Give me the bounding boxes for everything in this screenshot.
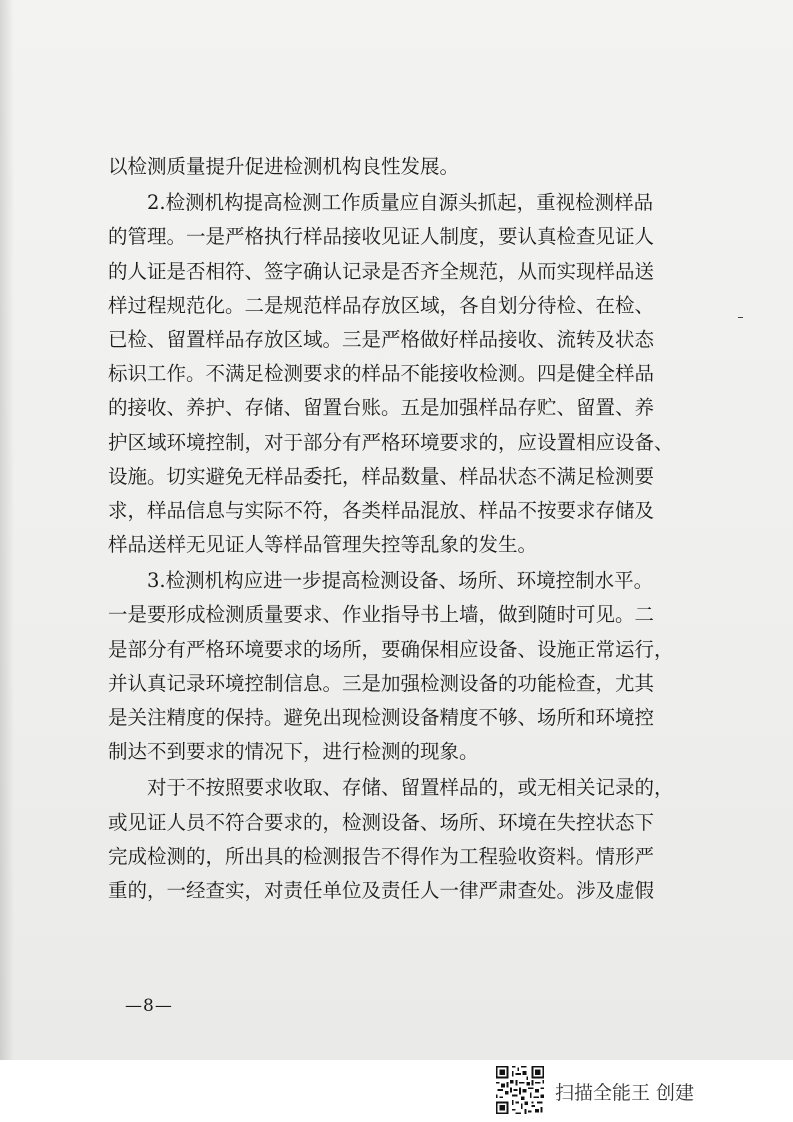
body-line: 一是要形成检测质量要求、作业指导书上墙，做到随时可见。二: [108, 603, 655, 627]
body-line: 的人证是否相符、签字确认记录是否齐全规范，从而实现样品送: [108, 259, 655, 283]
scanner-brand-text: 扫描全能王 创建: [555, 1082, 695, 1104]
body-line: 重的，一经查实，对责任单位及责任人一律严肃查处。涉及虚假: [108, 878, 655, 902]
body-line: 3.检测机构应进一步提高检测设备、场所、环境控制水平。: [147, 569, 654, 593]
body-line: 的接收、养护、存储、留置台账。五是加强样品存贮、留置、养: [108, 396, 655, 420]
scanner-footer: [0, 1060, 793, 1122]
body-line: 2.检测机构提高检测工作质量应自源头抓起，重视检测样品: [147, 191, 654, 215]
body-line: 标识工作。不满足检测要求的样品不能接收检测。四是健全样品: [108, 362, 655, 386]
page-edge-shadow: [0, 0, 14, 1060]
body-line: 对于不按照要求收取、存储、留置样品的，或无相关记录的，: [147, 776, 674, 800]
body-line: 设施。切实避免无样品委托，样品数量、样品状态不满足检测要: [108, 464, 655, 488]
document-body: [108, 150, 688, 908]
body-line: 完成检测的，所出具的检测报告不得作为工程验收资料。情形严: [108, 844, 655, 868]
body-line: 的管理。一是严格执行样品接收见证人制度，要认真检查见证人: [108, 225, 655, 249]
qr-code-icon: [494, 1064, 546, 1116]
body-line: 是部分有严格环境要求的场所，要确保相应设备、设施正常运行，: [108, 637, 674, 661]
body-line: 制达不到要求的情况下，进行检测的现象。: [108, 740, 479, 764]
body-line: 以检测质量提升促进检测机构良性发展。: [108, 155, 460, 178]
body-line: 是关注精度的保持。避免出现检测设备精度不够、场所和环境控: [108, 706, 655, 729]
body-line: 并认真记录环境控制信息。三是加强检测设备的功能检查，尤其: [108, 671, 655, 695]
body-line: 护区域环境控制，对于部分有严格环境要求的，应设置相应设备、: [108, 430, 674, 454]
body-line: 样品送样无见证人等样品管理失控等乱象的发生。: [108, 533, 538, 557]
body-line: 已检、留置样品存放区域。三是严格做好样品接收、流转及状态: [108, 327, 655, 351]
body-line: 或见证人员不符合要求的，检测设备、场所、环境在失控状态下: [108, 810, 655, 834]
body-line: 求，样品信息与实际不符，各类样品混放、样品不按要求存储及: [108, 498, 655, 522]
scan-mark: [738, 317, 743, 318]
page-number: —8—: [125, 996, 173, 1016]
body-line: 样过程规范化。二是规范样品存放区域，各自划分待检、在检、: [108, 293, 655, 317]
